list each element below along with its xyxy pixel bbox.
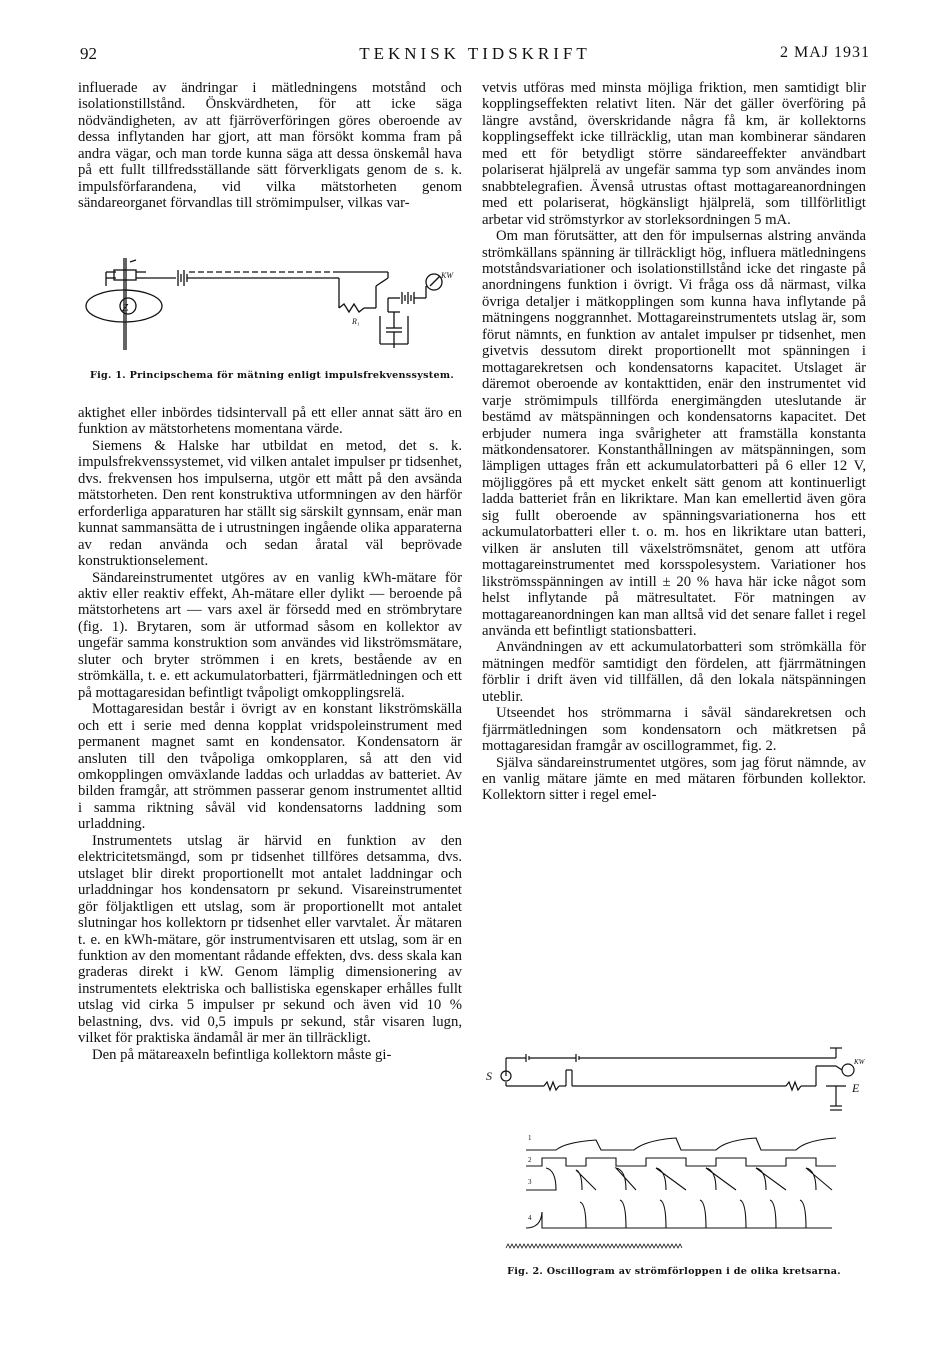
paragraph: Sändareinstrumentet utgöres av en vanlig kWh-mätare för aktiv eller reaktiv effekt, Ah-mätare eller dylikt — beroende på mätstorhetens art — vars axel är försedd med en strömbrytare (fig. 1). Brytaren, som är utformad såsom en kollektor av ungefär samma konstruktion som användes vid likströmsmätare, sluter och bryter strömmen i en krets, bestående av en strömkälla, t. e. ett ackumulatorbatteri, fjärrmätledningen och ett på mottagaresidan befintligt tvåpoligt omkopplingsrelä. <box>78 569 462 701</box>
label-kw: KW <box>854 1058 865 1066</box>
paragraph: influerade av ändringar i mätledningens motstånd och isolationstillstånd. Önskvärdheten, för att icke säga nödvändigheten, av att fjärröverföringen göres oberoende av dessa inflytanden har gjort, att man försökt komma fram på andra vägar, och man torde kunna säga att dessa önskemål hava på ett fullt tillfredsställande sätt förverkligats genom de s. k. impulsförfarandena, vid vilka mätstorheten genom sändareorganet förvandlas till strömimpulser, vilkas var- <box>78 80 462 212</box>
journal-title: TEKNISK TIDSKRIFT <box>359 44 591 63</box>
issue-date: 2 MAJ 1931 <box>779 44 870 61</box>
paragraph: Om man förutsätter, att den för impulsernas alstring använda strömkällans spänning är tillräckligt hög, influera mätledningens motståndsvariationer och isolationstillstånd icke det ringaste på anordningens funktion i övrigt. Vi fråga oss då närmast, vilka övriga detaljer i mätkopplingen som kunna hava inflytande på mätningens noggrannhet. Mottagareinstrumentets utslag är, som förut nämnts, en funktion av antalet impulser pr tidsenhet, men givetvis dessutom direkt proportionellt mot spänningen i mottagarekretsen och kondensatorns kapacitet. Utslaget är däremot oberoende av kontakttiden, enär den instrumentet vid varje strömimpuls tillförda energimängden uteslutande är bestämd av mätspänningen och kondensatorns kapacitet. Det erbjuder numera inga svårigheter att framställa konstanta mätkondensatorer. Konstanthållningen av mätspänningen, som lämpligen uttages från ett ackumulatorbatteri på 6 eller 12 V, möjliggöres på ett mycket enkelt sätt genom att kontinuerligt ladda batteriet från en likriktare. Man kan emellertid även göra sig fullt oberoende av spänningsvariationerna hos ett ackumulatorbatteri eller t. o. m. hos en likriktare utan batteri, vilken är ansluten till växelströmsnätet, genom att utföra mottagareinstrumentet med korsspolesystem. Variationer hos likströmsspänningen av intill ± 20 % hava här icke något som helst inflytande på mätresultatet. För matningen av mottagareanordningen kan man alltså vid det senare fallet i regel använda ett befintligt stationsbatteri. <box>482 228 866 639</box>
resistor-2 <box>786 1082 801 1090</box>
paragraph: Siemens & Halske har utbildat en metod, det s. k. impulsfrekvenssystemet, vid vilken antalet impulser pr tidsenhet, dvs. frekvensen hos impulserna, utgör ett mått på den avsända mätstorheten. Den rent konstruktiva utformningen av den härför erforderliga apparaturen har ställt sig särskilt gynnsam, enär man kunnat sammansätta de i utrustningen ingående olika apparaterna av redan använda och sedan åratal väl beprövade konstruktionselement. <box>78 437 462 570</box>
paragraph: vetvis utföras med minsta möjliga friktion, men samtidigt blir kopplingseffekten relativt liten. När det gäller överföring på längre avstånd, överskridande några få km, är kollektorns kopplingseffekt icke tillräcklig, utan man kombinerar sändaren med ett för betydligt större sändareeffekter användbart polariserat hjälprelä av ungefär samma typ som användes inom snabbtelegrafien. Ävenså utrustas oftast mottagareanordningen med ett polariserat, högkänsligt hjälprelä, som tillförlitligt arbetar vid strömstyrkor av storleksordningen 5 mA. <box>482 80 866 228</box>
trace-2 <box>526 1158 836 1166</box>
paragraph: Instrumentets utslag är härvid en funktion av den elektricitetsmängd, som pr tidsenhet tillföres detsamma, dvs. utslaget blir direkt proportionellt mot antalet laddningar och urladdningar hos kondensatorn pr sekund. Visareinstrumentet gör följaktligen ett utslag, som är proportionellt mot antalet slutningar hos kollektorn pr tidsenhet eller varvtalet. Är mätaren t. e. en kWh-mätare, gör instrumentvisaren ett utslag, som är en funktion av den momentant rådande effekten, dvs. dess skala kan graderas direkt i kW. Genom lämplig dimensionering av instrumentets elektriska och ballistiska egenskaper erhålles fullt utslag vid cirka 5 impulser pr sekund och även vid 10 % belastning, dvs. vid 0,5 impuls pr sekund, står visaren lugn, vilket för praktiska ändamål är mer än tillräckligt. <box>78 832 462 1047</box>
paragraph: Den på mätareaxeln befintliga kollektorn måste gi- <box>92 1046 392 1063</box>
resistor-1 <box>544 1082 559 1090</box>
trace-1 <box>526 1138 836 1150</box>
figure-2-oscillogram <box>486 1042 866 1257</box>
figure-2-caption: Fig. 2. Oscillogram av strömförloppen i de olika kretsarna. <box>507 1266 841 1277</box>
left-column-top <box>78 80 462 212</box>
paragraph: Mottagaresidan består i övrigt av en konstant likströmskälla och ett i serie med denna kopplat vridspoleinstrument med permanent magnet samt en kondensator. Kondensatorn är ansluten till den tvåpoliga omkopplaren, så att den vid omkopplingen omväxlande laddas och urladdas av batteriet. Av bilden framgår, att strömmen passerar genom instrumentet alltid i samma riktning såväl vid kondensatorns laddning som urladdning. <box>78 701 462 833</box>
trace-label-2: 2 <box>528 1156 532 1164</box>
time-base <box>506 1244 682 1248</box>
resistor-r1 <box>339 304 364 312</box>
paragraph: Själva sändareinstrumentet utgöres, som jag förut nämnde, av en vanlig mätare jämte en med mätaren förbunden kollektor. Kollektorn sitter i regel emel- <box>482 754 866 804</box>
page-number: 92 <box>80 44 97 63</box>
figure-1-caption: Fig. 1. Principschema för mätning enligt impulsfrekvenssystem. <box>89 370 455 381</box>
trace-label-1: 1 <box>528 1134 532 1142</box>
trace-3 <box>526 1168 832 1190</box>
label-kw: KW <box>441 271 453 280</box>
trace-label-4: 4 <box>528 1214 532 1222</box>
receiver-instrument <box>842 1064 854 1076</box>
label-r1: R₁ <box>352 317 360 326</box>
paragraph: aktighet eller inbördes tidsintervall på ett eller annat sätt äro en funktion av mätstorhetens momentana värde. <box>78 405 462 438</box>
page-header <box>80 44 870 68</box>
left-column-bottom <box>78 405 462 1063</box>
paragraph: Utseendet hos strömmarna i såväl sändarekretsen och fjärrmätledningen som kondensatorn och mätkretsen på mottagaresidan framgår av oscillogrammet, fig. 2. <box>482 705 866 755</box>
figure-1-schematic <box>84 256 460 352</box>
label-s: S <box>486 1069 492 1083</box>
right-column <box>482 80 866 804</box>
trace-label-3: 3 <box>528 1178 532 1186</box>
label-e: E <box>852 1081 860 1095</box>
paragraph: Användningen av ett ackumulatorbatteri som strömkälla för mätningen medför samtidigt den fördelen, att fjärrmätningen förblir i drift även vid tillfällen, då den lokala nätspänningen uteblir. <box>482 639 866 705</box>
trace-4 <box>526 1200 832 1228</box>
label-z: Z <box>122 302 129 314</box>
collector <box>114 270 136 280</box>
